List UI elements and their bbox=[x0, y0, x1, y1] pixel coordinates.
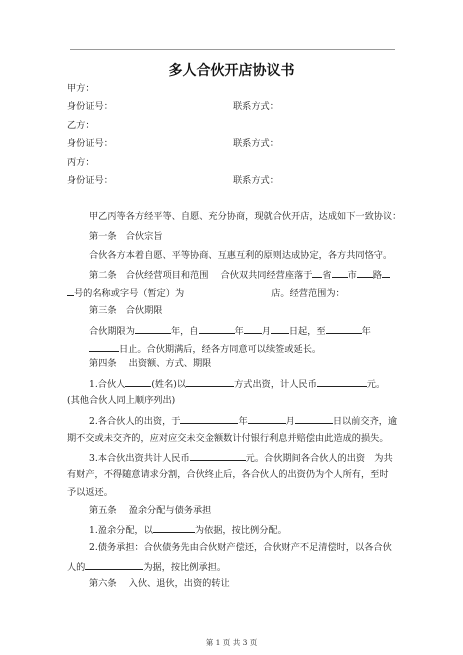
party-a-label: 甲方： bbox=[67, 83, 95, 94]
article-4-item-1: 1.合伙人 (姓名)以 方式出资，计人民币 元。 bbox=[89, 379, 386, 390]
page-number-footer: 第 1 页 共 3 页 bbox=[205, 638, 258, 647]
article-1-title: 第一条 合伙宗旨 bbox=[89, 231, 163, 242]
article-4-item-2-line-2: 期不交或未交齐的，应对应交未交金额数计付银行利息并赔偿由此造成的损失。 bbox=[67, 433, 389, 444]
article-4-item-3: 3.本合伙出资共计人民币 元。合伙期间各合伙人的出资 为共 bbox=[89, 453, 393, 464]
party-c-contact-label: 联系方式： bbox=[233, 175, 279, 186]
article-2-title: 第二条 合伙经营项目和范围 合伙双共同经营座落于 省 市 路 bbox=[89, 268, 390, 282]
party-b-label: 乙方： bbox=[67, 120, 95, 131]
article-5-item-1: 1.盈余分配，以 为依据，按比例分配。 bbox=[89, 525, 287, 536]
header-rule bbox=[70, 49, 395, 50]
article-4-item-2: 2.各合伙人的出资，于 年 月 日以前交齐，逾 bbox=[89, 416, 398, 427]
article-1-text: 合伙各方本着自愿、平等协商、互惠互利的原则达成协定，各方共同恪守。 bbox=[89, 250, 393, 261]
article-5-title: 第五条 盈余分配与债务承担 bbox=[89, 505, 212, 516]
article-4-title: 第四条 出资额、方式、期限 bbox=[89, 358, 212, 369]
article-5-item-2-line-2: 人的 为据，按比例承担。 bbox=[67, 562, 227, 573]
intro-paragraph: 甲乙丙等各方经平等、自愿、充分协商，现就合伙开店，达成如下一致协议： bbox=[89, 211, 402, 222]
article-2-line-2: 号的名称或字号（暂定）为 店。经营范围为： bbox=[67, 286, 345, 300]
party-b-contact-label: 联系方式： bbox=[233, 138, 279, 149]
document-title: 多人合伙开店协议书 bbox=[168, 63, 295, 79]
article-3-term: 合伙期限为 年，自 年 月 日起，至 年 bbox=[89, 326, 371, 337]
party-c-id-label: 身份证号： bbox=[67, 175, 113, 186]
party-c-label: 丙方： bbox=[67, 157, 95, 168]
party-a-id-label: 身份证号： bbox=[67, 101, 113, 112]
article-4-note: (其他合伙人同上顺序列出) bbox=[67, 395, 176, 406]
article-3-line-2: 日止。合伙期满后，经各方同意可以续签或延长。 bbox=[89, 342, 321, 356]
article-6-title: 第六条 入伙、退伙，出资的转让 bbox=[89, 578, 230, 589]
party-a-contact-label: 联系方式： bbox=[233, 101, 279, 112]
article-5-item-2: 2.债务承担：合伙债务先由合伙财产偿还，合伙财产不足清偿时，以各合伙 bbox=[89, 542, 392, 553]
article-3-title: 第三条 合伙期限 bbox=[89, 305, 163, 316]
article-4-item-3-line-3: 予以返还。 bbox=[67, 487, 113, 498]
article-4-item-3-line-2: 有财产，不得随意请求分割，合伙终止后，各合伙人的出资仍为个人所有，至时 bbox=[67, 469, 389, 480]
party-b-id-label: 身份证号： bbox=[67, 138, 113, 149]
